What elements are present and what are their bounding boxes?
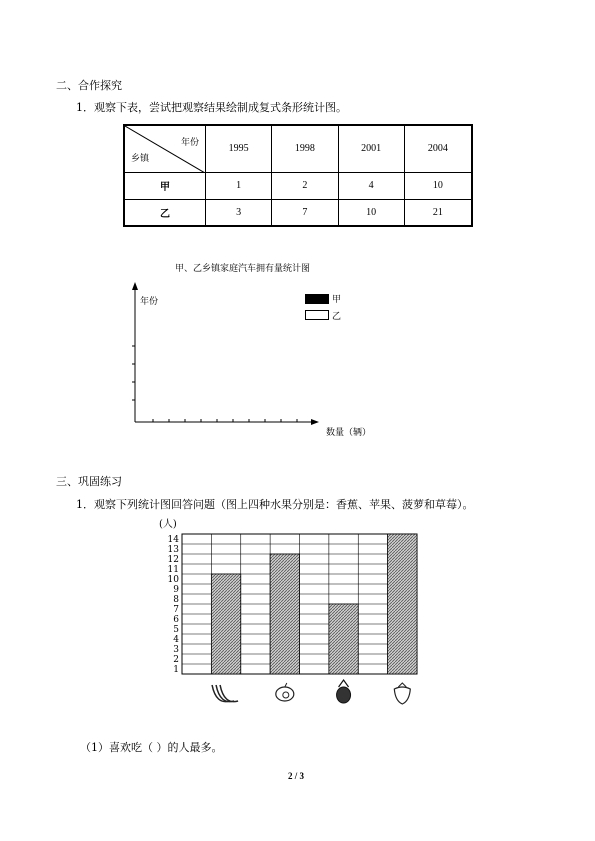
- table-header-year: 1995: [206, 125, 272, 172]
- bar-菠萝: [329, 604, 358, 674]
- bar-香蕉: [211, 574, 240, 674]
- y-tick-label: 6: [173, 615, 179, 625]
- y-tick-label: 1: [173, 665, 179, 675]
- legend-swatch-a: [305, 294, 329, 304]
- y-tick-label: 2: [173, 655, 179, 665]
- table-cell: 1: [206, 172, 272, 199]
- question-2-1: 1．观察下表，尝试把观察结果绘制成复式条形统计图。: [76, 101, 347, 114]
- legend-label-a: 甲: [332, 295, 342, 305]
- table-cell: 7: [272, 199, 338, 226]
- question-fruit-most: （1）喜欢吃（ ）的人最多。: [80, 741, 223, 754]
- table-row-label: 乙: [124, 199, 206, 226]
- table-row-label: 甲: [124, 172, 206, 199]
- y-tick-label: 11: [167, 565, 179, 575]
- bar-苹果: [270, 554, 299, 674]
- y-tick-label: 9: [173, 585, 179, 595]
- y-tick-label: 14: [167, 535, 179, 545]
- table-cell: 3: [206, 199, 272, 226]
- table-header-year: 1998: [272, 125, 338, 172]
- y-tick-label: 10: [167, 575, 179, 585]
- corner-town-label: 乡镇: [131, 153, 150, 164]
- blank-chart-title: 甲、乙乡镇家庭汽车拥有量统计图: [175, 264, 311, 274]
- chart-y-unit-label: (人): [159, 519, 177, 530]
- page-number: 2 / 3: [288, 771, 305, 781]
- y-tick-label: 4: [173, 635, 179, 645]
- table-cell: 10: [404, 172, 472, 199]
- table-cell: 10: [338, 199, 404, 226]
- table-header-year: 2004: [404, 125, 472, 172]
- table-cell: 2: [272, 172, 338, 199]
- corner-year-label: 年份: [180, 138, 199, 148]
- section-2-heading: 二、合作探究: [56, 79, 122, 92]
- pineapple-icon: [337, 680, 351, 703]
- blank-chart-ylabel: 年份: [140, 297, 159, 307]
- y-tick-label: 7: [173, 605, 179, 615]
- legend-swatch-b: [305, 310, 329, 320]
- y-tick-label: 3: [173, 645, 179, 655]
- y-tick-label: 13: [167, 545, 179, 555]
- corner-diagonal: [125, 126, 205, 173]
- bar-草莓: [388, 534, 417, 674]
- table-header-year: 2001: [338, 125, 404, 172]
- fruit-bar-chart: [155, 515, 425, 715]
- y-tick-label: 8: [173, 595, 179, 605]
- table-row: [124, 172, 472, 199]
- y-tick-label: 5: [173, 625, 179, 635]
- strawberry-icon: [394, 683, 410, 704]
- table-corner-cell: [124, 125, 206, 172]
- blank-chart-xlabel: 数量（辆）: [326, 428, 372, 438]
- banana-icon: [212, 685, 238, 702]
- apple-icon: [276, 683, 294, 701]
- section-3-heading: 三、巩固练习: [56, 475, 122, 488]
- question-3-1: 1．观察下列统计图回答问题（图上四种水果分别是：香蕉、苹果、菠萝和草莓）。: [76, 498, 474, 511]
- table-row: [124, 199, 472, 226]
- y-tick-label: 12: [167, 555, 179, 565]
- data-table: [123, 124, 473, 227]
- table-cell: 4: [338, 172, 404, 199]
- table-cell: 21: [404, 199, 472, 226]
- legend-label-b: 乙: [332, 312, 342, 322]
